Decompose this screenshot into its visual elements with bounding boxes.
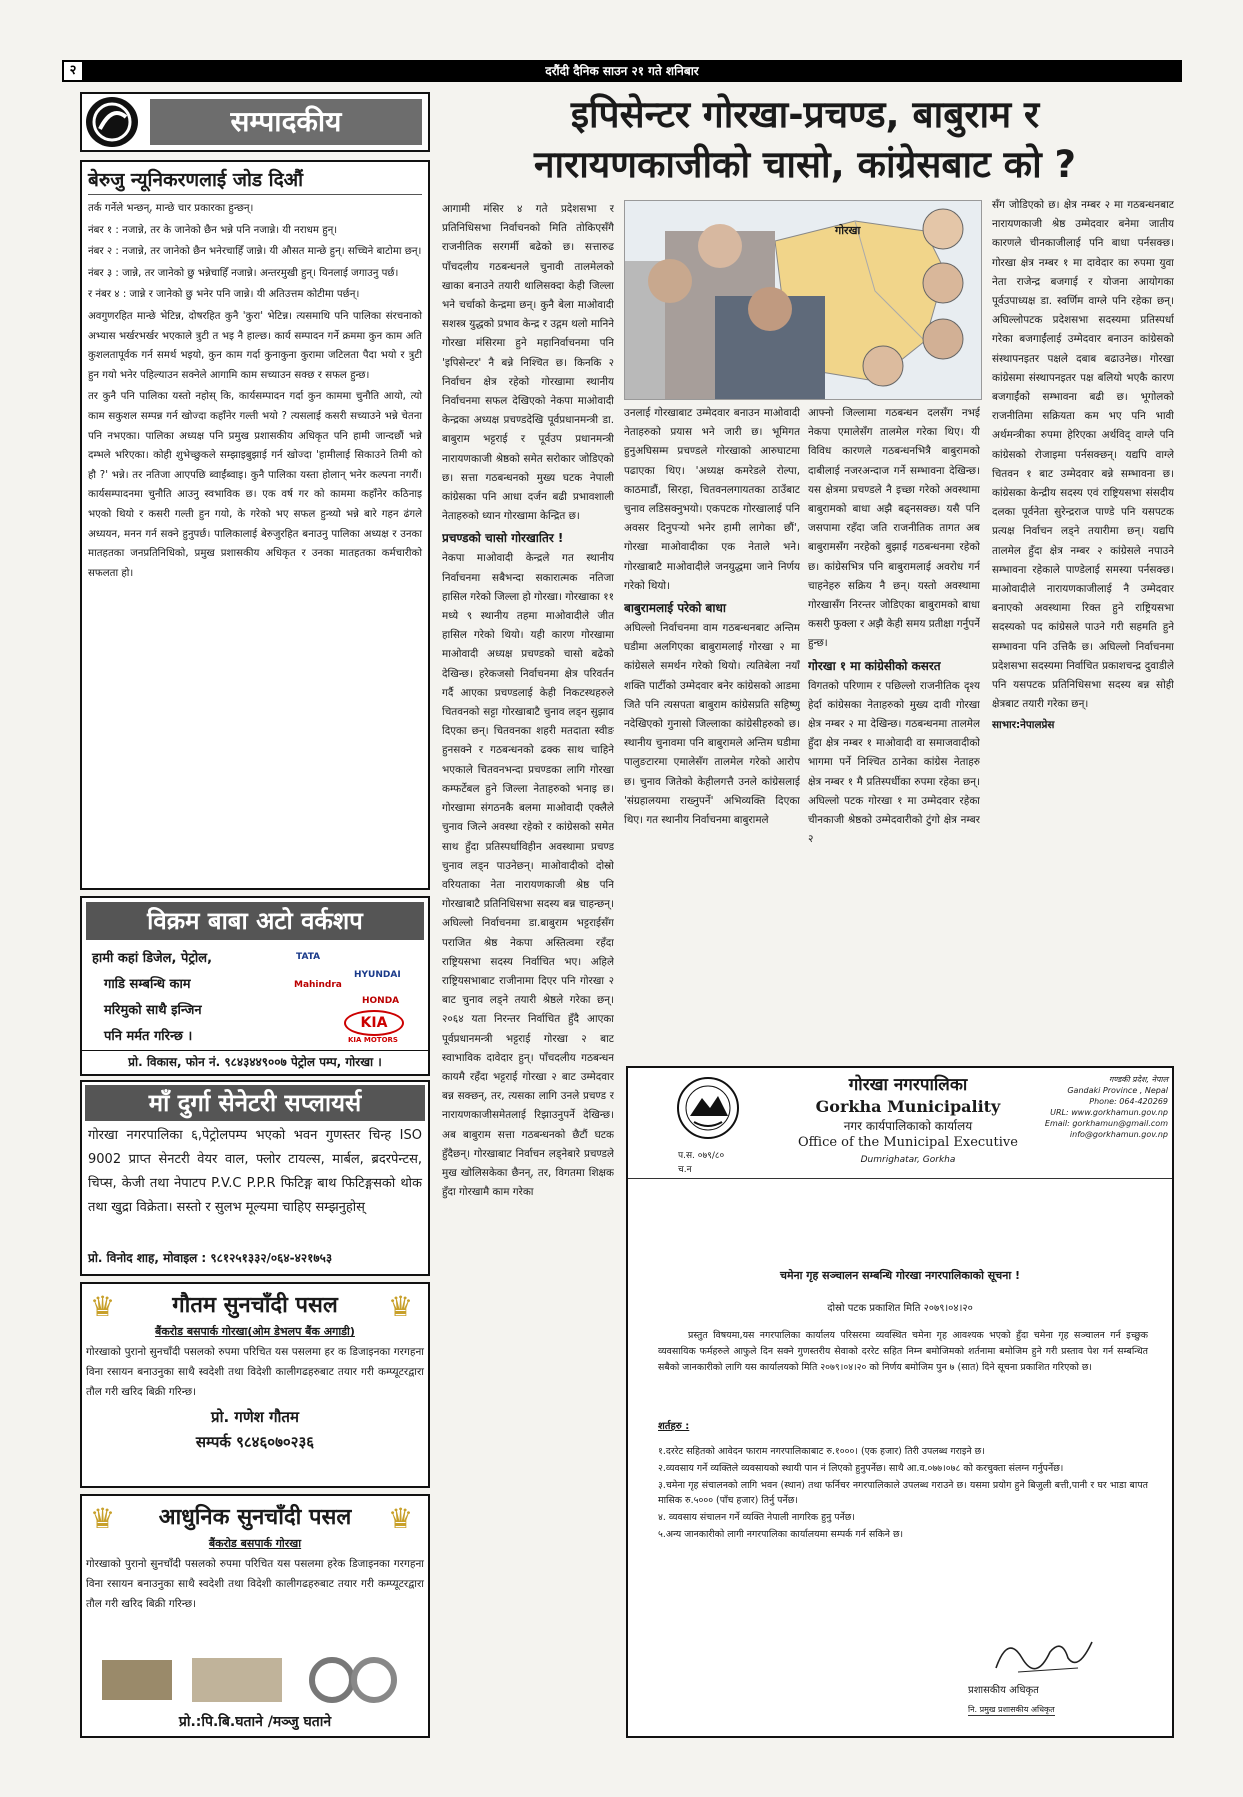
notice-org-np: गोरखा नगरपालिका [848, 1075, 968, 1095]
notice-office-en: Office of the Municipal Executive [798, 1135, 1018, 1150]
contact-line: Email: gorkhamun@gmail.com [1044, 1119, 1168, 1128]
notice-divider [628, 1178, 1172, 1179]
kia-motors-text: KIA MOTORS [348, 1036, 398, 1044]
kia-logo: KIA [344, 1010, 404, 1036]
notice-condition: ४. व्यवसाय संचालन गर्ने व्यक्ति नेपाली नागरिक हुनु पर्नेछ। [658, 1512, 855, 1523]
notice-condition: २.व्यवसाय गर्ने व्यक्तिले व्यवसायको स्थायी पान नं लिएको हुनुपर्नेछ। साथै आ.व.०७७।०७८ को करचुक्ता संलग्न गर्नुपर्नेछ। [658, 1463, 1064, 1474]
ad-bikram-auto [80, 896, 430, 1076]
ad-gautam-contact: सम्पर्क ९८४६०७०२३६ [195, 1433, 315, 1451]
header-bar [62, 60, 1182, 82]
crown-icon: ♛ [90, 1502, 116, 1535]
contact-line: Phone: 064-420269 [1089, 1097, 1168, 1106]
ad-line: गाडि सम्बन्धि काम [104, 977, 191, 992]
article-subheading: बाबुरामलाई परेको बाधा [624, 601, 726, 616]
notice-condition: ३.चमेना गृह संचालनको लागि भवन (स्थान) तथा फर्निचर नगरपालिकाले उपलब्ध गराउने छ। यसमा प्रयोग हुने बिजुली बत्ती,पानी र घर भाडा बापत मासिक रु.५००० (पाँच हजार) तिर्नु पर्नेछ। [658, 1480, 1148, 1506]
article-photo [624, 200, 982, 400]
signature-icon [988, 1628, 1098, 1678]
contact-line: info@gorkhamun.gov.np [1069, 1130, 1168, 1139]
notice-condition: १.दररेट सहितको आवेदन फाराम नगरपालिकाबाट रु.१०००। (एक हजार) तिरी उपलब्ध गराइने छ। [658, 1446, 985, 1457]
article-source: साभार:नेपालप्रेस [992, 719, 1055, 732]
ad-bikram-title: विक्रम बाबा अटो वर्कशप [86, 902, 424, 940]
editorial-paragraph: अवगुणरहित मान्छे भेटिन्न, दोषरहित कुनै 'कुरा' भेटिन्न। त्यसमाथि पनि पालिका संरचनाको अभ्यास भर्खरभर्खर भएकाले त्रुटी त भइ नै हाल्छ। कार्य सम्पादन गर्ने क्रममा कुन काम अति कुशलतापूर्वक गर्न समर्थ भइयो, कुन काम गर्दा कुनाकुना कुरामा जटिलता पैदा भयो र त्रुटी हुन गयो भनेर पहिल्याउन सक्नेले आगामि काम सच्याउन सक्छ र सफल हुन्छ। [88, 310, 422, 381]
editorial-logo-icon [86, 97, 138, 147]
notice-title: चमेना गृह सञ्चालन सम्बन्धि गोरखा नगरपालिकाको सूचना ! [779, 1269, 1021, 1282]
notice-date: दोस्रो पटक प्रकाशित मिति २०७९।०४।२० [827, 1303, 973, 1314]
ad-adhunik-title: आधुनिक सुनचाँदी पसल [158, 1505, 352, 1530]
contact-line: गण्डकी प्रदेश, नेपाल [1108, 1075, 1168, 1084]
notice-office-np: नगर कार्यपालिकाको कार्यालय [843, 1119, 973, 1133]
article-column-3 [808, 404, 980, 1054]
notice-sign-stamp: नि. प्रमुख प्रशासकीय अधिकृत [968, 1705, 1055, 1714]
ad-adhunik-body: गोरखाको पुरानो सुनचाँदी पसलको रुपमा परिचित यस पसलमा हरेक डिजाइनका गरगहना विना रसायन बनाउनुका साथै स्वदेशी तथा विदेशी कालीगढहरुबाट तयार गरी कम्प्यूटरद्वारा तौल गरी खरिद बिक्री गरिन्छ। [86, 1558, 424, 1610]
ad-durga-body: गोरखा नगरपालिका ६,पेट्रोलपम्प भएको भवन गुणस्तर चिन्ह ISO 9002 प्राप्त सेनटरी वेयर वाल, फ्लोर टायल्स, मार्बल, ब्रदरपेन्टस, चिप्स, केजी तथा नेपाटप P.V.C P.P.R फिटिङ्ग बाथ फिटिङ्गसको थोक तथा खुद्रा विक्रेता। सस्तो र सुलभ मूल्यमा चाहिए सम्झनुहोस् [88, 1128, 422, 1215]
crown-icon: ♛ [388, 1502, 414, 1535]
article-column-1 [442, 200, 614, 1740]
article-subheading: गोरखा १ मा कांग्रेसीको कसरत [808, 658, 941, 673]
notice-conditions [658, 1444, 1148, 1544]
municipality-notice [626, 1066, 1174, 1738]
editorial-paragraph: नंबर १ : नजान्ने, तर के जानेको छैन भन्ने पनि नजान्ने। यी नराधम हुन्। [88, 224, 338, 236]
crown-icon: ♛ [388, 1290, 414, 1323]
notice-contact [1038, 1074, 1168, 1140]
contact-line: URL: www.gorkhamun.gov.np [1050, 1108, 1168, 1117]
ad-durga-footer: प्रो. विनोद शाह, मोवाइल : ९८१२५१३३२/०६४-४२१७५३ [88, 1251, 333, 1265]
ad-gautam-body: गोरखाको पुरानो सुनचाँदी पसलको रुपमा परिचित यस पसलमा हर क डिजाइनका गरगहना विना रसायन बनाउनुका साथै स्वदेशी तथा विदेशी कालीगढहरुबाट तयार गरी कम्प्यूटरद्वारा तौल गरी खरिद बिक्री गरिन्छ। [86, 1346, 424, 1398]
ad-line: मरिमुको साथै इन्जिन [104, 1003, 202, 1018]
article-text: आगामी मंसिर ४ गते प्रदेशसभा र प्रतिनिधिसभा निर्वाचनको मिति तोकिएसँगै राजनीतिक सरगर्मी बढेको छ। सत्तारुढ पाँचदलीय गठबन्धनले चुनावी तालमेलको खाका बनाउने तयारी थालिसक्दा केही जिल्ला भने चर्चाको केन्द्रमा छन्। कुनै बेला माओवादी सशस्त्र युद्धको प्रभाव केन्द्र र उद्गम थलो मानिने गोरखा मंसिरमा हुने महानिर्वाचनमा पनि 'इपिसेन्टर' नै बन्ने निश्चित छ। किनकि २ निर्वाचन क्षेत्र रहेको गोरखामा स्थानीय निर्वाचनमा सफल देखिएको नेकपा माओवादी केन्द्रका अध्यक्ष प्रचण्डदेखि पूर्वप्रधानमन्त्री डा. बाबुराम भट्टराई र पूर्वउप प्रधानमन्त्री नारायणकाजी श्रेष्ठको समेत सरोकार जोडिएको छ। सत्ता गठबन्धनको मुख्य घटक नेपाली कांग्रेसका पनि आधा दर्जन बढी प्रभावशाली नेताहरुको ध्यान गोरखामा केन्द्रित छ। [442, 203, 614, 523]
ad-gautam-jewellers [80, 1282, 430, 1488]
tata-logo: TATA [296, 952, 321, 962]
ad-line: पनि मर्मत गरिन्छ । [104, 1029, 193, 1044]
notice-conditions-label: शर्तहरु : [658, 1421, 690, 1432]
editorial-paragraph: र नंबर ४ : जान्ने र जानेको छु भनेर पनि जान्ने। यी अतिउत्तम कोटीमा पर्छन्। [88, 289, 360, 301]
notice-sign-title: प्रशासकीय अधिकृत [968, 1685, 1039, 1696]
ad-bikram-footer: प्रो. विकास, फोन नं. ९८४३४४९००७ पेट्रोल पम्प, गोरखा । [82, 1050, 428, 1073]
ad-adhunik-subtitle: बैंकरोड बसपार्क गोरखा [208, 1537, 302, 1550]
editorial-paragraph: तर कुनै पनि पालिका यस्तो नहोस् कि, कार्यसम्पादन गर्दा कुन काममा चुनौति आयो, त्यो काम सकुशल सम्पन्न गर्न खोज्दा कहाँनेर गल्ती भयो ? त्यसलाई कसरी सच्याउने भन्ने चेतना पनि नभएका। पालिका अध्यक्ष पनि प्रमुख प्रशासकीय अधिकृत पनि हामी जान्दछौं भन्ने दम्भले भरिएका। कोही शुभेच्छुकले सम्झाइबुझाई गर्न खोज्दा 'हामीलाई सिकाउने तिमी को हौ ?' भन्ने। तर नतिजा आएपछि ब्वाईंब्वाइ। कुनै पालिका यस्ता होलान् भनेर कल्पना नगरौं। कार्यसम्पादनमा चुनौति आउनु स्वभाविक छ। एक वर्ष गर को काममा कहाँनेर कठिनाइ भएको थियो र कसरी गल्ती हुन गयो, के गरेको भए सफल हुन्थ्यो भन्ने बारे गहन ढंगले अध्ययन, मनन गर्न सक्ने हुनुपर्छ। पालिकालाई बेरुजुरहित बनाउनु पालिका अध्यक्ष र उनका मातहतका जनप्रतिनिधिको, प्रमुख प्रशासकीय अधिकृत र उनका मातहतका कर्मचारीको सफलता हो। [88, 391, 422, 579]
page-number: २ [64, 62, 82, 80]
article-text: विगतको परिणाम र पछिल्लो राजनीतिक दृश्य हेर्दा कांग्रेसका नेताहरुको मुख्य दावी गोरखा क्षेत्र नम्बर २ मा देखिन्छ। गठबन्धनमा तालमेल हुँदा क्षेत्र नम्बर १ माओवादी वा समाजवादीको भागमा पर्ने निश्चित ठानेका कांग्रेस नेताहरु क्षेत्र नम्बर १ मै प्रतिस्पर्धीका रुपमा रहेका छन्। अघिल्लो पटक गोरखा १ मा उम्मेदवार रहेका चीनकाजी श्रेष्ठको उम्मेदवारीको टुंगो क्षेत्र नम्बर २ [808, 679, 980, 846]
editorial-label: सम्पादकीय [150, 99, 422, 145]
editorial-paragraph: तर्क गर्नेले भन्छन्, मान्छे चार प्रकारका हुन्छन्। [88, 203, 254, 214]
notice-ref-no: प.स. ०७९/८० [678, 1151, 725, 1161]
ad-bikram-lines [92, 946, 282, 1050]
map-label: गोरखा [835, 224, 861, 237]
article-headline-line1: इपिसेन्टर गोरखा-प्रचण्ड, बाबुराम र [570, 93, 1040, 136]
newspaper-dateline: दरौंदी दैनिक साउन २१ गते शनिबार [545, 64, 699, 78]
honda-logo: HONDA [362, 996, 400, 1006]
ad-gautam-subtitle: बैंकरोड बसपार्क गोरखा(ओम डेभलप बैंक अगाडी) [155, 1325, 355, 1338]
nepal-emblem-icon [676, 1076, 740, 1140]
editorial-label-box [80, 92, 430, 152]
ad-gautam-prop: प्रो. गणेश गौतम [211, 1408, 299, 1426]
ad-bikram-brands [292, 946, 422, 1046]
notice-org-en: Gorkha Municipality [815, 1097, 1001, 1116]
ad-adhunik-jewellers [80, 1494, 430, 1738]
article-text: अघिल्लो निर्वाचनमा वाम गठबन्धनबाट अन्तिम घडीमा अलगिएका बाबुरामलाई गोरखा २ मा कांग्रेसले समर्थन गरेको थियो। त्यतिबेला नयाँ शक्ति पार्टीको उम्मेदवार बनेर कांग्रेसको आडमा जितेे पनि त्यसपता बाबुराम कांग्रेसप्रति सहिष्णु नदेखिएको गुनासो जिल्लाका कांग्रेसीहरुको छ। स्थानीय चुनावमा पनि बाबुरामले अन्तिम घडीमा पालुङटारमा एमालेसँग तालमेल गरेको आरोप छ। चुनाव जितेको केहीलगत्तै उनले कांग्रेसलाई 'संग्रहालयमा राख्नुपर्ने' अभिव्यक्ति दिएका थिए। गत स्थानीय निर्वाचनमा बाबुरामले [624, 622, 800, 827]
article-text: उनलाई गोरखाबाट उम्मेदवार बनाउन माओवादी नेताहरुको प्रयास भने जारी छ। भूमिगत हुनुअघिसम्म प्रचण्डले गोरखाको आरुघाटमा पढाएका थिए। 'अध्यक्ष कमरेडले रोल्पा, काठमाडौं, सिरहा, चितवनलगायतका ठाउँबाट चुनाव लडिसक्नुभयो। एकपटक गोरखालाई पनि अवसर दिनुपर्‍यो भनेर हामी लागेका छौं', गोरखा माओवादीका एक नेताले भने। गोरखाबाटै माओवादीले जनयुद्धमा जाने निर्णय गरेको थियो। [624, 407, 800, 592]
notice-body: प्रस्तुत विषयमा,यस नगरपालिका कार्यालय परिसरमा व्यवस्थित चमेना गृह आवश्यक भएको हुँदा चमेना गृह सञ्चालन गर्न इच्छुक व्यवसायिक फर्महरुले आफुले दिन सक्ने गुणस्तरीय सेवाको दररेट सहित निम्न बमोजिमको शर्तनामा बमोजिम हुने गरी प्रस्ताव पेश गर्न सम्बन्धित सबैको जानकारीको लागि यस कार्यालयको मिति २०७९।०४।२० को निर्णय बमोजिम पुन ७ (सात) दिने सूचना प्रकाशित गरिएको छ। [658, 1330, 1148, 1373]
notice-condition: ५.अन्य जानकारीको लागी नगरपालिका कार्यालयमा सम्पर्क गर्न सकिने छ। [658, 1529, 904, 1540]
ad-durga-sanitary [80, 1080, 430, 1276]
hyundai-logo: HYUNDAI [354, 970, 401, 980]
article-text: सँग जोडिएको छ। क्षेत्र नम्बर २ मा गठबन्धनबाट नारायणकाजी श्रेष्ठ उम्मेदवार बनेमा जातीय कारणले चीनकाजीलाई पनि बाधा पर्नसक्छ। गोरखा क्षेत्र नम्बर १ मा दावेदार का रुपमा युवा नेता राजेन्द्र बजगाई र योजना आयोगका पूर्वउपाध्यक्ष डा. स्वर्णिम वाग्ले पनि रहेका छन्। अघिल्लोपटक प्रदेशसभा सदस्यमा प्रतिस्पर्धा गरेका बजगाईंलाई उम्मेदवार बनाउन कांग्रेसको संस्थापनइतर पक्षले दबाब बढाउनेछ। गोरखा कांग्रेसमा संस्थापनइतर पक्ष बलियो भएकै कारण बजगाईंको सम्भावना बढी छ। भूगोलको राजनीतिमा सक्रियता कम भए पनि भावी अर्थमन्त्रीका रुपमा हेरिएका अर्थविद् वाग्ले पनि कांग्रेसको रोजाइमा पर्नसक्छन्। यद्यपि वाग्ले चितवन १ बाट उम्मेदवार बन्ने सम्भावना छ। कांग्रेसका केन्द्रीय सदस्य एवं राष्ट्रियसभा संसदीय दलका पूर्वनेता सुरेन्द्रराज पाण्डे पनि यसपटक प्रत्यक्ष निर्वाचन लड्ने तयारीमा छन्। यद्यपि तालमेल हुँदा क्षेत्र नम्बर २ कांग्रेसले नपाउने सम्भावना रहेकाले पाण्डेलाई समस्या पर्नसक्छ। माओवादीले नारायणकाजीलाई नै उम्मेदवार बनाएको अवस्थामा रिक्त हुने राष्ट्रियसभा सदस्यको पद कांग्रेसले पाउने गरी सहमति हुने सम्भावना पनि उत्तिकै छ। अघिल्लो निर्वाचनमा प्रदेशसभा सदस्यमा निर्वाचित प्रकाशचन्द्र दुवाडीले पनि यसपटक प्रतिनिधिसभा सदस्य बन्न सोही क्षेत्रबाट तयारी गरेका छन्। [992, 199, 1174, 711]
article-subheading: प्रचण्डको चासो गोरखातिर ! [442, 531, 564, 546]
article-column-2 [624, 404, 800, 1054]
editorial-box [80, 160, 430, 890]
article-headline-line2: नारायणकाजीको चासो, कांग्रेसबाट को ? [533, 143, 1077, 186]
article-text: नेकपा माओवादी केन्द्रले गत स्थानीय निर्वाचनमा सबैभन्दा सकारात्मक नतिजा हासिल गरेको जिल्ला हो गोरखा। गोरखाका ११ मध्ये ९ स्थानीय तहमा माओवादीले जीत हासिल गरेको थियो। यही कारण गोरखामा माओवादी अध्यक्ष प्रचण्डको चासो बढेको देखिन्छ। हरेकजसो निर्वाचनमा क्षेत्र परिवर्तन गर्दै आएका प्रचण्डलाई केही निकटस्थहरुले चितवनको सट्टा गोरखाबाटै चुनाव लड्न सुझाव दिएका छन्। चितवनका शहरी मतदाता स्वीङ हुनसक्ने र गठबन्धनको ढक्क साथ चाहिने भएकाले चितवनभन्दा प्रचण्डका लागि गोरखा कम्फर्टेबल हुने जिल्ला नेताहरुको भनाइ छ। गोरखामा संगठनकै बलमा माओवादी एक्लैले चुनाव जित्ने अवस्था रहेको र कांग्रेसको समेत साथ हुँदा प्रतिस्पर्धाविहीन अवस्थामा प्रचण्ड चुनाव लड्न पाउनेछन्। माओवादीको दोस्रो वरियताका नेता नारायणकाजी श्रेष्ठ पनि गोरखाबाटै प्रतिनिधिसभा सदस्य बन्न चाहन्छन्। अघिल्लो निर्वाचनमा डा.बाबुराम भट्टराईसँग पराजित श्रेष्ठ नेकपा अस्तित्वमा रहँदा राष्ट्रियसभा सदस्य निर्वाचित भए। अहिले राष्ट्रियसभाबाट राजीनामा दिएर पनि गोरखा २ बाट चुनाव लड्ने तयारी श्रेष्ठले गरेका छन्। २०६४ यता निरन्तर निर्वाचित हुँदै आएका पूर्वप्रधानमन्त्री भट्टराई गोरखा २ बाट स्वाभाविक दावेदार हुन्। पाँचदलीय गठबन्धन कायमै रहँदा भट्टराई गोरखा २ बाट उम्मेदवार बन्न सक्छन्, तर, त्यसका लागि उनले प्रचण्ड र नारायणकाजीसमेतलाई रिझाउनुपर्ने देखिन्छ। अब बाबुराम सत्ता गठबन्धनको छैटौं घटक हुँदैछन्। गोरखाबाट निर्वाचन लड्नेबारे प्रचण्डले मुख खोलिसकेका छैनन्, तर, विगतमा शिक्षक हुँदा गोरखामै काम गरेका [442, 552, 614, 1199]
ad-gautam-title: गौतम सुनचाँदी पसल [172, 1293, 338, 1318]
ad-adhunik-footer: प्रो.:पि.बि.घताने /मञ्जु घताने [178, 1714, 332, 1730]
notice-dispatch: च.न [678, 1165, 692, 1175]
ad-durga-title: माँ दुर्गा सेनेटरी सप्लायर्स [85, 1085, 425, 1121]
crown-icon: ♛ [90, 1290, 116, 1323]
mahindra-logo: Mahindra [294, 980, 342, 990]
editorial-body [88, 199, 422, 583]
ad-line: हामी कहां डिजेल, पेट्रोल, [92, 951, 213, 966]
article-text: आफ्नो जिल्लामा गठबन्धन दलसँग नभई नेकपा एमालेसँग तालमेल गरेका थिए। यी विविध कारणले गठबन्धनभित्रै बाबुरामको दाबीलाई नजरअन्दाज गर्ने सम्भावना देखिन्छ। यस क्षेत्रमा प्रचण्डले नै इच्छा गरेको अवस्थामा बाबुरामको बाधा अझै बढ्नसक्छ। यसै पनि जसपामा रहँदा जति राजनीतिक तागत अब बाबुरामसँग नरहेको बुझाई गठबन्धनमा रहेको छ। कांग्रेसभित्र पनि बाबुरामलाई अवरोध गर्न चाहनेहरु सक्रिय नै छन्। यस्तो अवस्थामा गोरखासँग निरन्तर जोडिएका बाबुरामको बाधा कसरी फुक्ला र अझै केही समय प्रतीक्षा गर्नुपर्ने हुन्छ। [808, 407, 980, 650]
article-column-4 [992, 196, 1174, 1056]
contact-line: Gandaki Province , Nepal [1067, 1086, 1168, 1095]
editorial-paragraph: नंबर ३ : जान्ने, तर जानेको छु भन्नेचाहिँ नजान्ने। अन्तरमुखी हुन्। यिनलाई जगाउनु पर्छ। [88, 267, 399, 279]
notice-place: Dumrighatar, Gorkha [860, 1155, 956, 1165]
editorial-paragraph: नंबर २ : नजान्ने, तर जानेको छैन भनेरचाहिँ जान्ने। यी औसत मान्छे हुन्। सच्चिने बाटोमा छन्। [88, 246, 422, 258]
editorial-title: बेरुजु न्यूनिकरणलाई जोड दिऔं [88, 166, 422, 195]
jewellery-image [102, 1654, 412, 1704]
